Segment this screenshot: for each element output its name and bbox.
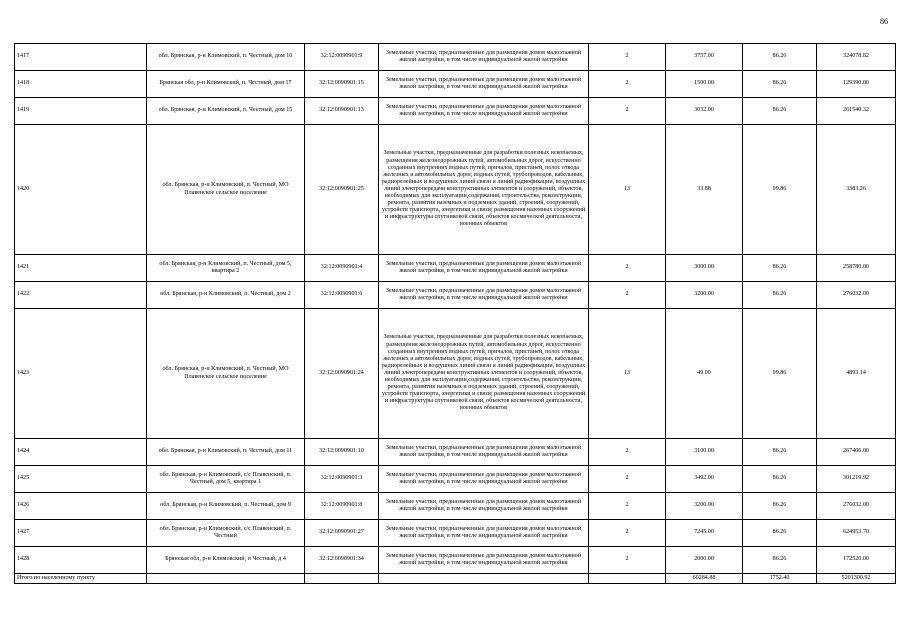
rate-cell: 86.26	[743, 520, 817, 547]
address-cell: Брянская обл, р-н Климовский, п. Честный, дом 17	[147, 71, 305, 98]
use-code-cell: 2	[589, 44, 666, 71]
rate-cell: 86.26	[743, 466, 817, 493]
land-use-cell: Земельные участки, предназначенные для разработки полезных ископаемых, размещения железнодорожных путей, автомобильных дорог, искусственно созданных внутренних водных путей, причалов, пристаней, полос отвода железных и автомобильных дорог, водных путей, трубопроводов, кабельных, радиорелейных и воздушных линий связи и линий радиофикации, воздушных линий электропередачи конструктивных элементов и сооружений, объектов, необходимых для эксплуатации,содержания, строительства, реконструкции, ремонта, развития наземных и подземных зданий, строений, сооружений, устройств транспорта, энергетики и связи; размещения наземных сооружений и инфраструктуры спутниковой связи, объектов космической деятельности, военных объектов	[379, 125, 589, 255]
row-number: 1425	[15, 466, 147, 493]
land-use-cell: Земельные участки, предназначенные для размещения домов малоэтажной жилой застройки, в том числе индивидуальной жилой застройки	[379, 439, 589, 466]
row-number: 1422	[15, 282, 147, 309]
page-number: 86	[880, 17, 888, 26]
cadastral-value-cell: 261540.32	[817, 98, 896, 125]
total-value: 5201300.92	[817, 574, 896, 584]
row-number: 1426	[15, 493, 147, 520]
use-code-cell: 2	[589, 98, 666, 125]
row-number: 1421	[15, 255, 147, 282]
cadastral-number-cell: 32:12:0090901:13	[305, 98, 379, 125]
use-code-cell: 2	[589, 493, 666, 520]
table-row	[15, 309, 896, 439]
land-use-cell: Земельные участки, предназначенные для разработки полезных ископаемых, размещения железнодорожных путей, автомобильных дорог, искусственно созданных внутренних водных путей, причалов, пристаней, полос отвода железных и автомобильных дорог, водных путей, трубопроводов, кабельных, радиорелейных и воздушных линий связи и линий радиофикации, воздушных линий электропередачи конструктивных элементов и сооружений, объектов, необходимых для эксплуатации,содержания, строительства, реконструкции, ремонта, развития наземных и подземных зданий, строений, сооружений, устройств транспорта, энергетики и связи; размещения наземных сооружений и инфраструктуры спутниковой связи, объектов космической деятельности, военных объектов	[379, 309, 589, 439]
cadastral-number-cell: 32:12:0090901:3	[305, 466, 379, 493]
table-row	[15, 71, 896, 98]
cadastral-value-cell: 172520.00	[817, 547, 896, 574]
cadastral-value-cell: 267406.00	[817, 439, 896, 466]
cadastral-number-cell: 32:12:0090901:34	[305, 547, 379, 574]
cadastral-number-cell: 32:12:0090901:24	[305, 309, 379, 439]
area-cell: 49.00	[666, 309, 743, 439]
land-use-cell: Земельные участки, предназначенные для размещения домов малоэтажной жилой застройки, в том числе индивидуальной жилой застройки	[379, 493, 589, 520]
area-cell: 3000.00	[666, 255, 743, 282]
address-cell: обл. Брянская, р-н Климовский, п. Честный, дом 5, квартира 2	[147, 255, 305, 282]
land-use-cell: Земельные участки, предназначенные для размещения домов малоэтажной жилой застройки, в том числе индивидуальной жилой застройки	[379, 44, 589, 71]
area-cell: 3757.00	[666, 44, 743, 71]
address-cell: обл. Брянская, р-н Климовский, п. Честный, МО Плавенское сельское поселение	[147, 125, 305, 255]
use-code-cell: 2	[589, 439, 666, 466]
address-cell: обл. Брянская, р-н Климовский, п. Честный, МО Плавенское сельское поселение	[147, 309, 305, 439]
rate-cell: 99.86	[743, 125, 817, 255]
table-row	[15, 493, 896, 520]
rate-cell: 86.26	[743, 282, 817, 309]
row-number: 1424	[15, 439, 147, 466]
cadastral-value-cell: 324078.82	[817, 44, 896, 71]
cadastral-value-cell: 3383.26	[817, 125, 896, 255]
land-use-cell: Земельные участки, предназначенные для размещения домов малоэтажной жилой застройки, в том числе индивидуальной жилой застройки	[379, 520, 589, 547]
land-use-cell: Земельные участки, предназначенные для размещения домов малоэтажной жилой застройки, в том числе индивидуальной жилой застройки	[379, 255, 589, 282]
use-code-cell: 13	[589, 125, 666, 255]
area-cell: 3032.00	[666, 98, 743, 125]
rate-cell: 86.26	[743, 98, 817, 125]
cadastral-value-cell: 301219.92	[817, 466, 896, 493]
address-cell: обл. Брянская, р-н Климовский, с/с Плавенский, п. Честный, дом 5, квартира 1	[147, 466, 305, 493]
row-number: 1417	[15, 44, 147, 71]
address-cell: обл. Брянская, р-н Климовский, п. Честный, дом 15	[147, 98, 305, 125]
total-rate: 1752.40	[743, 574, 817, 584]
table-row	[15, 255, 896, 282]
rate-cell: 86.26	[743, 71, 817, 98]
table-row	[15, 282, 896, 309]
area-cell: 3200.00	[666, 282, 743, 309]
table-body	[15, 44, 896, 584]
area-cell: 1500.00	[666, 71, 743, 98]
use-code-cell: 13	[589, 309, 666, 439]
address-cell: обл. Брянская, р-н Климовский, п. Честный, дом 9	[147, 493, 305, 520]
cadastral-number-cell: 32:12:0090901:27	[305, 520, 379, 547]
address-cell: Брянская обл, р-н Климовский, п Честный, д 4	[147, 547, 305, 574]
land-use-cell: Земельные участки, предназначенные для размещения домов малоэтажной жилой застройки, в том числе индивидуальной жилой застройки	[379, 466, 589, 493]
cadastral-number-cell: 32:12:0090901:8	[305, 493, 379, 520]
cadastral-value-cell: 276032.00	[817, 282, 896, 309]
total-area: 60284.88	[666, 574, 743, 584]
area-cell: 7245.00	[666, 520, 743, 547]
rate-cell: 86.26	[743, 547, 817, 574]
area-cell: 3100.00	[666, 439, 743, 466]
address-cell: обл. Брянская, р-н Климовский, п. Честный, дом 2	[147, 282, 305, 309]
land-use-cell: Земельные участки, предназначенные для размещения домов малоэтажной жилой застройки, в том числе индивидуальной жилой застройки	[379, 547, 589, 574]
area-cell: 3492.00	[666, 466, 743, 493]
address-cell: обл. Брянская, р-н Климовский, п. Честный, дом 11	[147, 439, 305, 466]
land-registry-table	[14, 43, 896, 584]
cadastral-value-cell: 276032.00	[817, 493, 896, 520]
cadastral-number-cell: 32:12:0090901:6	[305, 282, 379, 309]
row-number: 1419	[15, 98, 147, 125]
table-row	[15, 439, 896, 466]
address-cell: обл. Брянская, р-н Климовский, с/с Плавенский, п. Честный	[147, 520, 305, 547]
land-use-cell: Земельные участки, предназначенные для размещения домов малоэтажной жилой застройки, в том числе индивидуальной жилой застройки	[379, 71, 589, 98]
total-empty-cell	[589, 574, 666, 584]
total-row	[15, 574, 896, 584]
row-number: 1427	[15, 520, 147, 547]
land-use-cell: Земельные участки, предназначенные для размещения домов малоэтажной жилой застройки, в том числе индивидуальной жилой застройки	[379, 98, 589, 125]
cadastral-value-cell: 258780.00	[817, 255, 896, 282]
row-number: 1423	[15, 309, 147, 439]
rate-cell: 99.86	[743, 309, 817, 439]
row-number: 1428	[15, 547, 147, 574]
area-cell: 33.88	[666, 125, 743, 255]
rate-cell: 86.26	[743, 493, 817, 520]
area-cell: 3200.00	[666, 493, 743, 520]
cadastral-number-cell: 32:12:0090901:25	[305, 125, 379, 255]
table-row	[15, 520, 896, 547]
rate-cell: 86.26	[743, 255, 817, 282]
table-row	[15, 98, 896, 125]
row-number: 1418	[15, 71, 147, 98]
table-row	[15, 547, 896, 574]
address-cell: обл. Брянская, р-н Климовский, п. Честный, дом 10	[147, 44, 305, 71]
rate-cell: 86.26	[743, 439, 817, 466]
cadastral-number-cell: 32:12:0090901:15	[305, 71, 379, 98]
area-cell: 2000.00	[666, 547, 743, 574]
use-code-cell: 2	[589, 255, 666, 282]
table-row	[15, 125, 896, 255]
table-row	[15, 44, 896, 71]
use-code-cell: 2	[589, 547, 666, 574]
cadastral-value-cell: 4893.14	[817, 309, 896, 439]
use-code-cell: 2	[589, 520, 666, 547]
land-use-cell: Земельные участки, предназначенные для размещения домов малоэтажной жилой застройки, в том числе индивидуальной жилой застройки	[379, 282, 589, 309]
cadastral-number-cell: 32:12:0090901:4	[305, 255, 379, 282]
total-label: Итого по населенному пункту	[15, 574, 147, 584]
total-empty-cell	[147, 574, 305, 584]
total-empty-cell	[305, 574, 379, 584]
use-code-cell: 2	[589, 71, 666, 98]
use-code-cell: 2	[589, 282, 666, 309]
cadastral-number-cell: 32:12:0090901:9	[305, 44, 379, 71]
cadastral-value-cell: 129390.00	[817, 71, 896, 98]
row-number: 1420	[15, 125, 147, 255]
rate-cell: 86.26	[743, 44, 817, 71]
table-row	[15, 466, 896, 493]
use-code-cell: 2	[589, 466, 666, 493]
cadastral-number-cell: 32:12:0090901:10	[305, 439, 379, 466]
cadastral-value-cell: 624953.70	[817, 520, 896, 547]
total-empty-cell	[379, 574, 589, 584]
